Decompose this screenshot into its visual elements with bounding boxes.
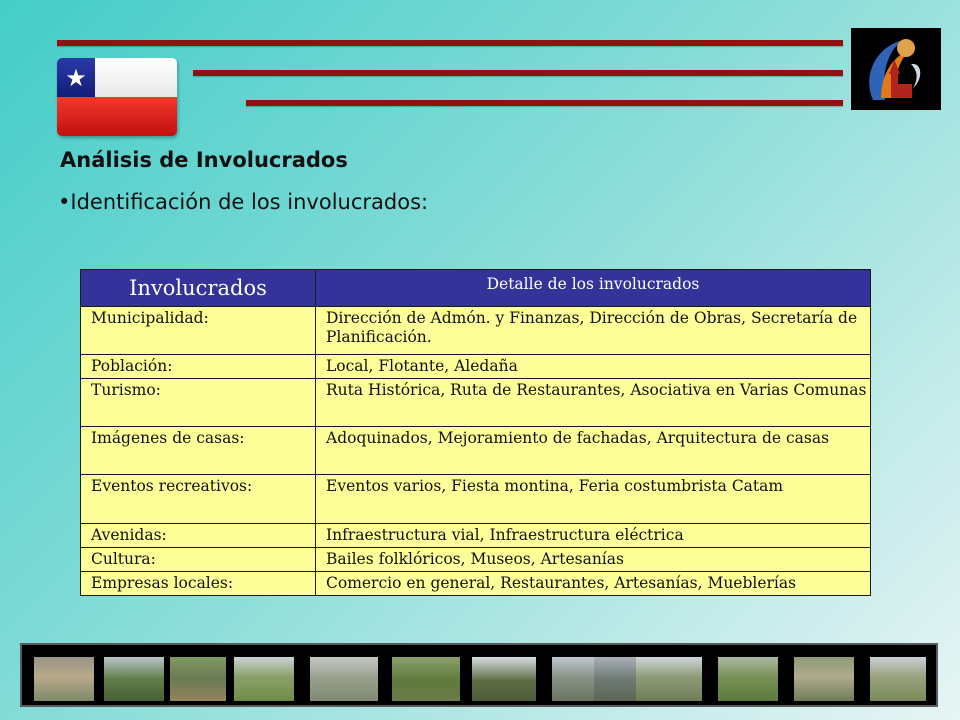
decorative-rule-middle [193, 70, 843, 76]
photo-thumbnail [472, 657, 536, 701]
stakeholder-name: Turismo: [81, 379, 316, 427]
photo-thumbnail [34, 657, 94, 701]
stakeholder-name: Población: [81, 355, 316, 379]
stakeholder-detail: Comercio en general, Restaurantes, Artesanías, Mueblerías [316, 572, 871, 596]
photo-thumbnail [170, 657, 226, 701]
column-header-details: Detalle de los involucrados [316, 270, 871, 307]
stakeholder-detail: Adoquinados, Mejoramiento de fachadas, Arquitectura de casas [316, 427, 871, 475]
photo-thumbnail [636, 657, 702, 701]
bullet-point: •Identificación de los involucrados: [58, 190, 429, 214]
photo-thumbnail [234, 657, 294, 701]
photo-thumbnail [718, 657, 778, 701]
stakeholder-name: Municipalidad: [81, 307, 316, 355]
table-row [81, 475, 871, 524]
photo-thumbnail [104, 657, 164, 701]
stakeholder-name: Eventos recreativos: [81, 475, 316, 524]
stakeholder-detail: Eventos varios, Fiesta montina, Feria costumbrista Catam [316, 475, 871, 524]
decorative-rule-top [57, 40, 843, 46]
table-row [81, 524, 871, 548]
stakeholder-name: Cultura: [81, 548, 316, 572]
stakeholder-name: Avenidas: [81, 524, 316, 548]
table-row [81, 355, 871, 379]
decorative-rule-bottom [246, 100, 843, 106]
municipality-logo [851, 28, 941, 110]
table-row [81, 379, 871, 427]
table-header-row [81, 270, 871, 307]
column-header-stakeholders: Involucrados [81, 270, 316, 307]
photo-thumbnail [392, 657, 460, 701]
stakeholders-table [80, 269, 871, 596]
stakeholder-name: Imágenes de casas: [81, 427, 316, 475]
stakeholder-name: Empresas locales: [81, 572, 316, 596]
photo-thumbnail [870, 657, 926, 701]
photo-thumbnail [594, 657, 642, 701]
table-row [81, 572, 871, 596]
photo-strip [20, 643, 938, 707]
photo-thumbnail [794, 657, 854, 701]
table-row [81, 427, 871, 475]
star-icon: ★ [65, 63, 87, 92]
stakeholder-detail: Bailes folklóricos, Museos, Artesanías [316, 548, 871, 572]
stakeholder-detail: Infraestructura vial, Infraestructura eléctrica [316, 524, 871, 548]
stakeholder-detail: Dirección de Admón. y Finanzas, Dirección de Obras, Secretaría de Planificación. [316, 307, 871, 355]
table-row [81, 307, 871, 355]
stakeholder-detail: Ruta Histórica, Ruta de Restaurantes, Asociativa en Varias Comunas [316, 379, 871, 427]
chile-flag [57, 58, 177, 136]
page-title: Análisis de Involucrados [60, 148, 348, 172]
stakeholder-detail: Local, Flotante, Aledaña [316, 355, 871, 379]
photo-thumbnail [310, 657, 378, 701]
table-row [81, 548, 871, 572]
